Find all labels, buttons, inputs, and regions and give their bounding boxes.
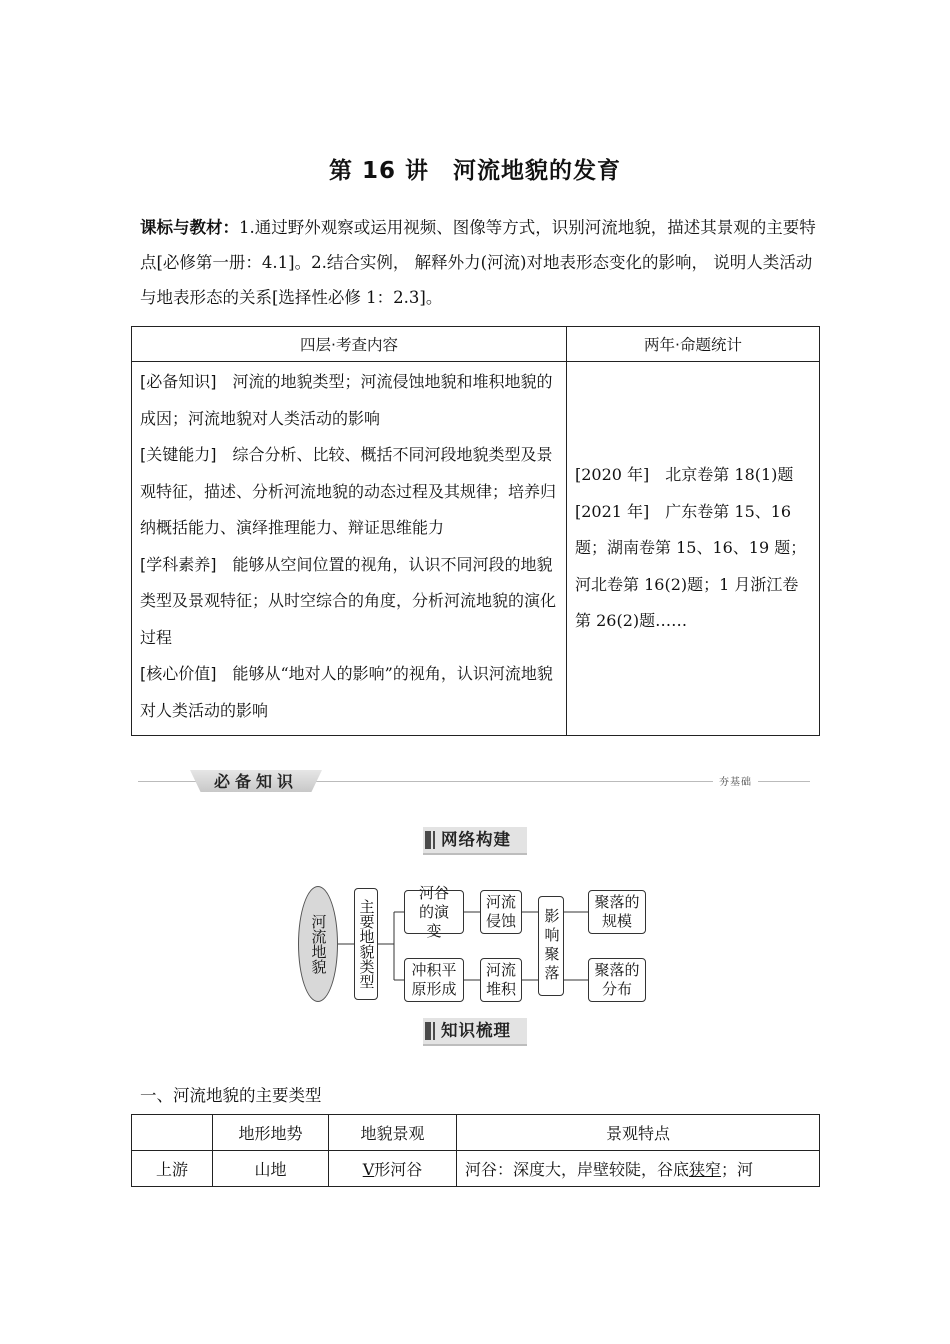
- section-bar-icon: [433, 1022, 435, 1040]
- section-knowledge-header: [423, 1018, 527, 1046]
- page-title: 第 16 讲 河流地貌的发育: [328, 158, 622, 184]
- diagram-erosion-node: 河流侵蚀: [480, 890, 522, 934]
- section-divider: [138, 768, 810, 798]
- divider-ribbon-label: 必备知识: [213, 772, 298, 791]
- diagram-deposition-node: 河流堆积: [480, 958, 522, 1002]
- blank-underlined: V: [362, 1160, 375, 1179]
- diagram-plain-node: 冲积平原形成: [404, 958, 464, 1002]
- diagram-scale-node: 聚落的规模: [588, 890, 646, 934]
- table-header-cell: 地貌景观: [329, 1115, 457, 1151]
- overview-item: [140, 547, 558, 657]
- diagram-influence-node: 影响聚落: [538, 896, 564, 996]
- overview-item: [140, 364, 558, 437]
- overview-item-text: 能够从空间位置的视角，认识不同河段的地貌类型及景观特征；从时空综合的角度，分析河流地貌的演化过程: [140, 554, 557, 647]
- table-header-cell: [132, 1115, 213, 1151]
- concept-diagram: [298, 884, 650, 1004]
- overview-item-text: 河流的地貌类型；河流侵蚀地貌和堆积地貌的成因；河流地貌对人类活动的影响: [140, 372, 553, 428]
- diagram-center-node: 河流地貌: [298, 886, 338, 1002]
- section-network-label: 网络构建: [441, 830, 511, 849]
- stats-item-tag: [2020 年]: [575, 465, 650, 485]
- stats-item-tag: [2021 年]: [575, 501, 650, 521]
- section-knowledge-label: 知识梳理: [441, 1021, 511, 1040]
- overview-item-tag: [学科素养]: [140, 554, 217, 574]
- intro-label: 课标与教材：: [140, 218, 239, 237]
- overview-item: [140, 656, 558, 729]
- table-header-cell: 地形地势: [213, 1115, 329, 1151]
- diagram-valley-node: 河谷的演变: [404, 890, 464, 934]
- section-bar-icon: [433, 831, 435, 849]
- intro-text: 1.通过野外观察或运用视频、图像等方式，识别河流地貌，描述其景观的主要特点[必修第一册：4.1]。2.结合实例， 解释外力(河流)对地表形态变化的影响， 说明人类活动与地表形态的关系[选择性必修 1：2.3]。: [140, 218, 816, 307]
- overview-table: [131, 326, 820, 736]
- table-header-cell: 景观特点: [457, 1115, 820, 1151]
- overview-item-text: 能够从“地对人的影响”的视角，认识河流地貌对人类活动的影响: [140, 664, 553, 720]
- intro-paragraph: [140, 210, 820, 315]
- overview-item-tag: [关键能力]: [140, 445, 217, 464]
- table-row: [132, 1151, 820, 1187]
- stats-item: [575, 494, 813, 640]
- table-cell-section: 上游: [132, 1151, 213, 1187]
- landform-types-table: [131, 1114, 820, 1187]
- overview-header-stats: 两年·命题统计: [567, 327, 820, 362]
- stats-item: [575, 457, 813, 494]
- overview-item: [140, 437, 558, 547]
- overview-header-content: 四层·考查内容: [132, 327, 567, 362]
- section-heading: 一、河流地貌的主要类型: [140, 1086, 322, 1105]
- table-cell-landform: V形河谷: [329, 1151, 457, 1187]
- diagram-distribution-node: 聚落的分布: [588, 958, 646, 1002]
- diagram-types-node: 主要地貌类型: [354, 888, 378, 1000]
- overview-item-text: 综合分析、比较、概括不同河段地貌类型及景观特征，描述、分析河流地貌的动态过程及其规律；培养归纳概括能力、演绎推理能力、辩证思维能力: [140, 445, 557, 537]
- overview-item-tag: [必备知识]: [140, 372, 217, 391]
- section-bar-icon: [425, 1022, 431, 1040]
- overview-content-cell: [132, 362, 567, 736]
- table-cell-terrain: 山地: [213, 1151, 329, 1187]
- blank-underlined: 狭窄: [689, 1160, 722, 1179]
- table-header-row: [132, 1115, 820, 1151]
- stats-item-text: 广东卷第 15、16 题；湖南卷第 15、16、19 题；河北卷第 16(2)题；1 月浙江卷第 26(2)题……: [575, 501, 807, 631]
- section-network-header: [423, 827, 527, 855]
- stats-item-text: 北京卷第 18(1)题: [649, 465, 794, 485]
- overview-stats-cell: [567, 362, 820, 736]
- overview-item-tag: [核心价值]: [140, 664, 217, 683]
- divider-right-label: 夯基础: [713, 773, 758, 788]
- section-bar-icon: [425, 831, 431, 849]
- table-cell-feature: 河谷：深度大，岸壁较陡，谷底狭窄；河: [457, 1151, 820, 1187]
